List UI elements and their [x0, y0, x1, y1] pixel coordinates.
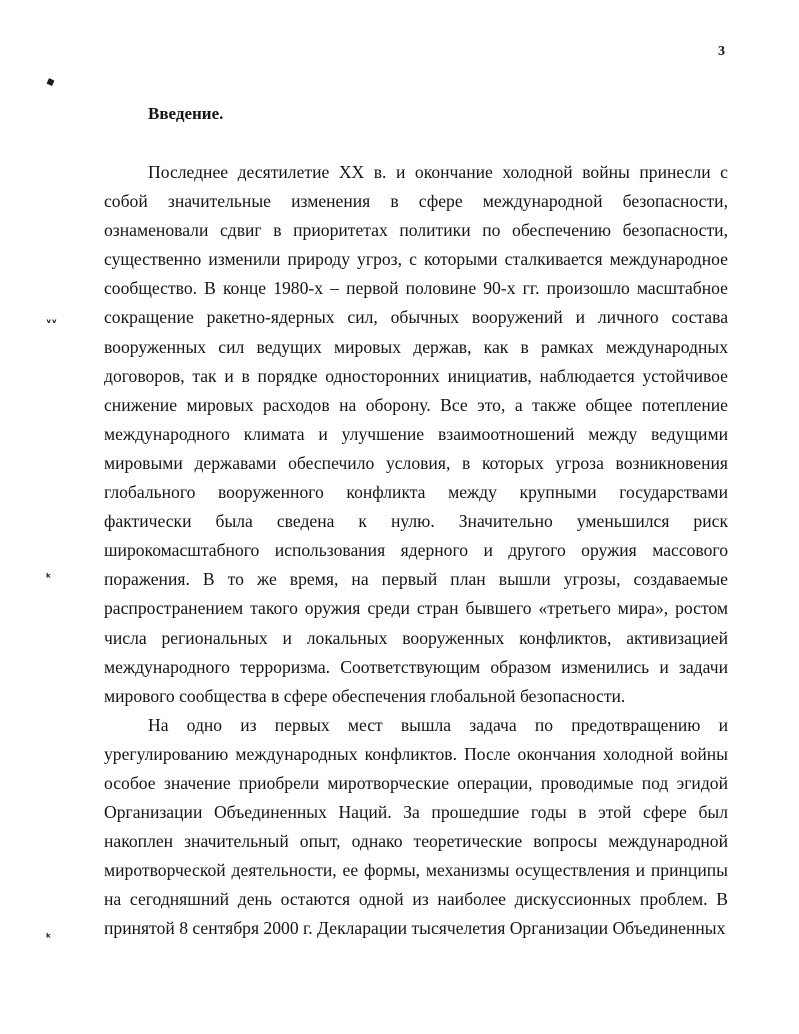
paragraph: Последнее десятилетие XX в. и окончание холодной войны принесли с собой значительные изменения в сфере международной безопасности, ознаменовали сдвиг в приоритетах политики по обеспечению безопасности, существенно изменили природу угроз, с которыми сталкивается международное сообщество. В конце 1980-х – первой половине 90-х гг. произошло масштабное сокращение ракетно-ядерных сил, обычных вооружений и личного состава вооруженных сил ведущих мировых держав, как в рамках международных договоров, так и в порядке односторонних инициатив, наблюдается устойчивое снижение мировых расходов на оборону. Все это, а также общее потепление международного климата и улучшение взаимоотношений между ведущими мировыми державами обеспечило условия, в которых угроза возникновения глобального вооруженного конфликта между крупными государствами фактически была сведена к нулю. Значительно уменьшился риск широкомасштабного использования ядерного и другого оружия массового поражения. В то же время, на первый план вышли угрозы, создаваемые распространением такого оружия среди стран бывшего «третьего мира», ростом числа региональных и локальных вооруженных конфликтов, активизацией международного терроризма. Соответствующим образом изменились и задачи мирового сообщества в сфере обеспечения глобальной безопасности.: [104, 162, 728, 706]
body-text: [104, 158, 728, 944]
paragraph: На одно из первых мест вышла задача по предотвращению и урегулированию международных конфликтов. После окончания холодной войны особое значение приобрели миротворческие операции, проводимые под эгидой Организации Объединенных Наций. За прошедшие годы в этой сфере был накоплен значительный опыт, однако теоретические вопросы международной миротворческой деятельности, ее формы, механизмы осуществления и принципы на сегодняшний день остаются одной из наиболее дискуссионных проблем. В принятой 8 сентября 2000 г. Декларации тысячелетия Организации Объединенных: [104, 714, 728, 939]
page-number: 3: [718, 44, 725, 59]
margin-mark: ᵏ: [46, 571, 52, 584]
margin-mark: ◆: [44, 73, 57, 90]
margin-mark: ᵏ: [46, 931, 52, 944]
section-heading: Введение.: [148, 104, 224, 123]
margin-mark: ᵥᵥ: [46, 313, 58, 326]
